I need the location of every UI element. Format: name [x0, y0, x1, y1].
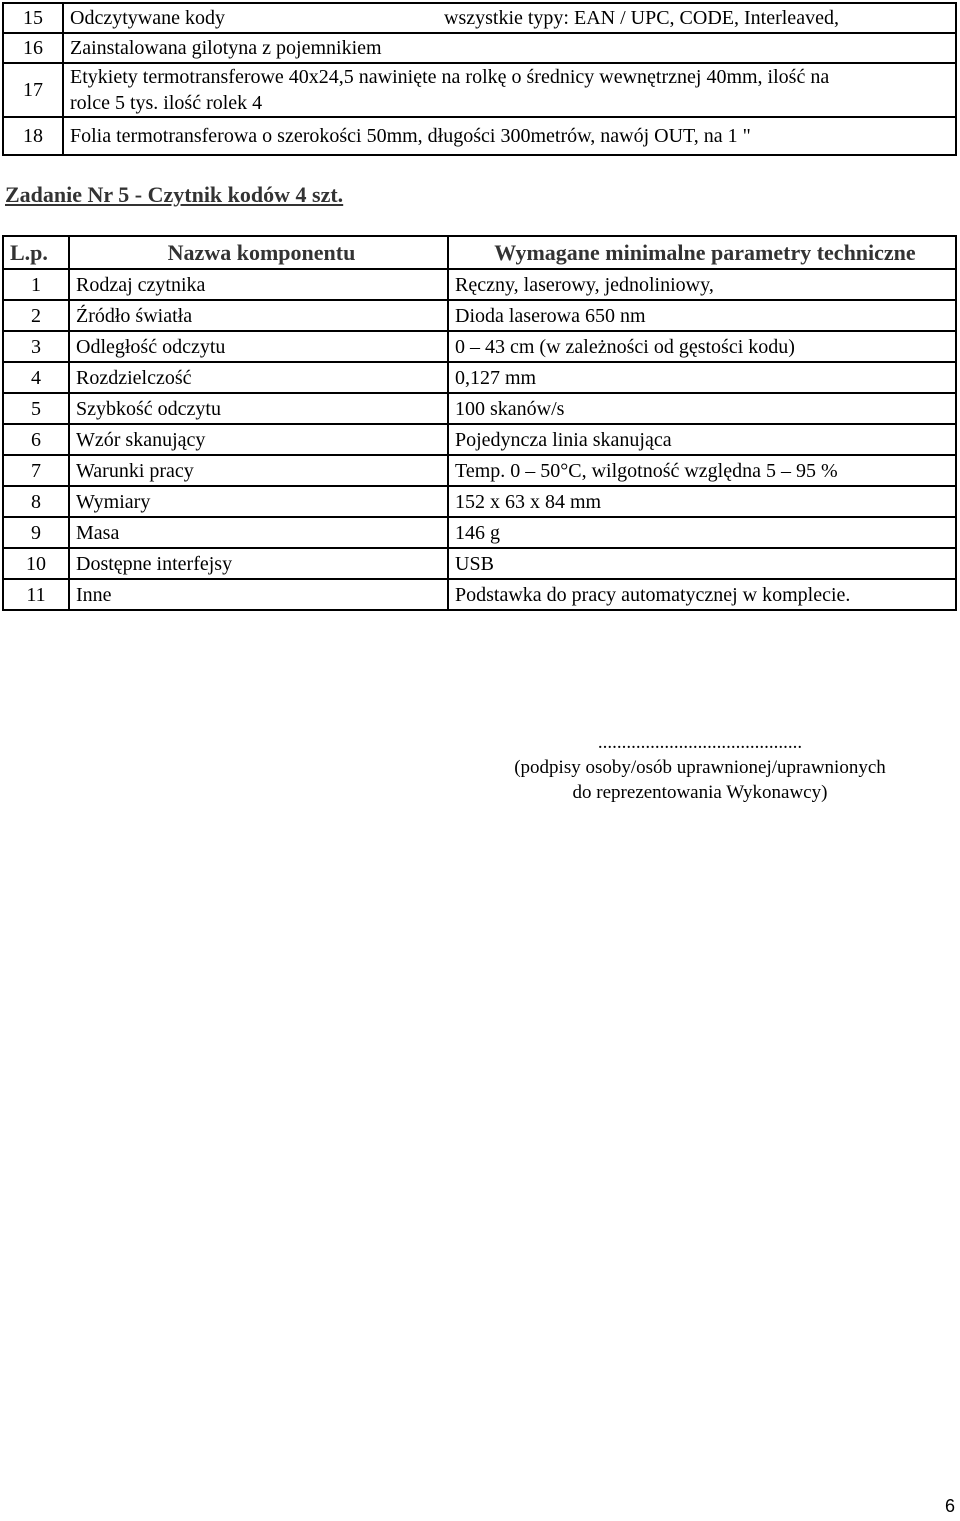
table-row: [3, 331, 956, 362]
table-row: [3, 393, 956, 424]
table-row: [3, 517, 956, 548]
signature-block: [440, 730, 960, 805]
row-number: 11: [3, 579, 69, 610]
component-name: Rozdzielczość: [69, 362, 448, 393]
component-requirement: USB: [448, 548, 956, 579]
table-row: [3, 3, 956, 33]
component-name: Rodzaj czytnika: [69, 269, 448, 300]
row-description: [63, 63, 956, 117]
component-name: Wymiary: [69, 486, 448, 517]
header-requirements: Wymagane minimalne parametry techniczne: [448, 236, 956, 269]
table-row: [3, 33, 956, 63]
table-row: [3, 455, 956, 486]
page-number: 6: [944, 1496, 955, 1516]
row-number: 17: [3, 63, 63, 117]
signature-caption-line1: (podpisy osoby/osób uprawnionej/uprawnionych: [514, 757, 886, 778]
component-requirement: Ręczny, laserowy, jednoliniowy,: [448, 269, 956, 300]
signature-caption-line2: do reprezentowania Wykonawcy): [572, 782, 828, 803]
row-number: 7: [3, 455, 69, 486]
row-number: 6: [3, 424, 69, 455]
row-number: 18: [3, 117, 63, 155]
component-name: Masa: [69, 517, 448, 548]
table-row: [3, 269, 956, 300]
table-row: [3, 63, 956, 117]
row-number: 8: [3, 486, 69, 517]
component-name: Źródło światła: [69, 300, 448, 331]
section-heading-text: Zadanie Nr 5 - Czytnik kodów 4 szt.: [5, 182, 344, 207]
component-name: Warunki pracy: [69, 455, 448, 486]
requirements-table-continued: [2, 2, 957, 156]
component-requirement: Pojedyncza linia skanująca: [448, 424, 956, 455]
row-description-line: rolce 5 tys. ilość rolek 4: [70, 92, 263, 114]
row-label: Odczytywane kody: [70, 7, 225, 29]
header-component-name: Nazwa komponentu: [69, 236, 448, 269]
scanner-spec-table: [2, 235, 957, 611]
table-header-row: [3, 236, 956, 269]
component-requirement: 152 x 63 x 84 mm: [448, 486, 956, 517]
row-number: 15: [3, 3, 63, 33]
row-description: Folia termotransferowa o szerokości 50mm, długości 300metrów, nawój OUT, na 1 ": [63, 117, 956, 155]
row-number: 3: [3, 331, 69, 362]
table-row: [3, 486, 956, 517]
row-number: 10: [3, 548, 69, 579]
component-requirement: Temp. 0 – 50°C, wilgotność względna 5 – 95 %: [448, 455, 956, 486]
row-number: 1: [3, 269, 69, 300]
component-requirement: Podstawka do pracy automatycznej w komplecie.: [448, 579, 956, 610]
table-row: [3, 548, 956, 579]
row-number: 4: [3, 362, 69, 393]
component-name: Inne: [69, 579, 448, 610]
table-row: [3, 424, 956, 455]
component-requirement: 146 g: [448, 517, 956, 548]
component-requirement: Dioda laserowa 650 nm: [448, 300, 956, 331]
table-row: [3, 362, 956, 393]
component-requirement: 100 skanów/s: [448, 393, 956, 424]
row-value: wszystkie typy: EAN / UPC, CODE, Interleaved,: [444, 7, 839, 29]
table-row: [3, 117, 956, 155]
table-row: [3, 579, 956, 610]
row-number: 2: [3, 300, 69, 331]
row-description: [63, 3, 956, 33]
row-number: 9: [3, 517, 69, 548]
component-requirement: 0,127 mm: [448, 362, 956, 393]
component-name: Dostępne interfejsy: [69, 548, 448, 579]
row-description: Zainstalowana gilotyna z pojemnikiem: [63, 33, 956, 63]
component-requirement: 0 – 43 cm (w zależności od gęstości kodu): [448, 331, 956, 362]
component-name: Odległość odczytu: [69, 331, 448, 362]
table-row: [3, 300, 956, 331]
row-number: 16: [3, 33, 63, 63]
component-name: Wzór skanujący: [69, 424, 448, 455]
header-lp: L.p.: [3, 236, 69, 269]
row-number: 5: [3, 393, 69, 424]
signature-dots: ...........................................: [597, 732, 803, 753]
section-heading: [5, 182, 343, 208]
component-name: Szybkość odczytu: [69, 393, 448, 424]
row-description-line: Etykiety termotransferowe 40x24,5 nawinięte na rolkę o średnicy wewnętrznej 40mm, ilość na: [70, 66, 830, 88]
